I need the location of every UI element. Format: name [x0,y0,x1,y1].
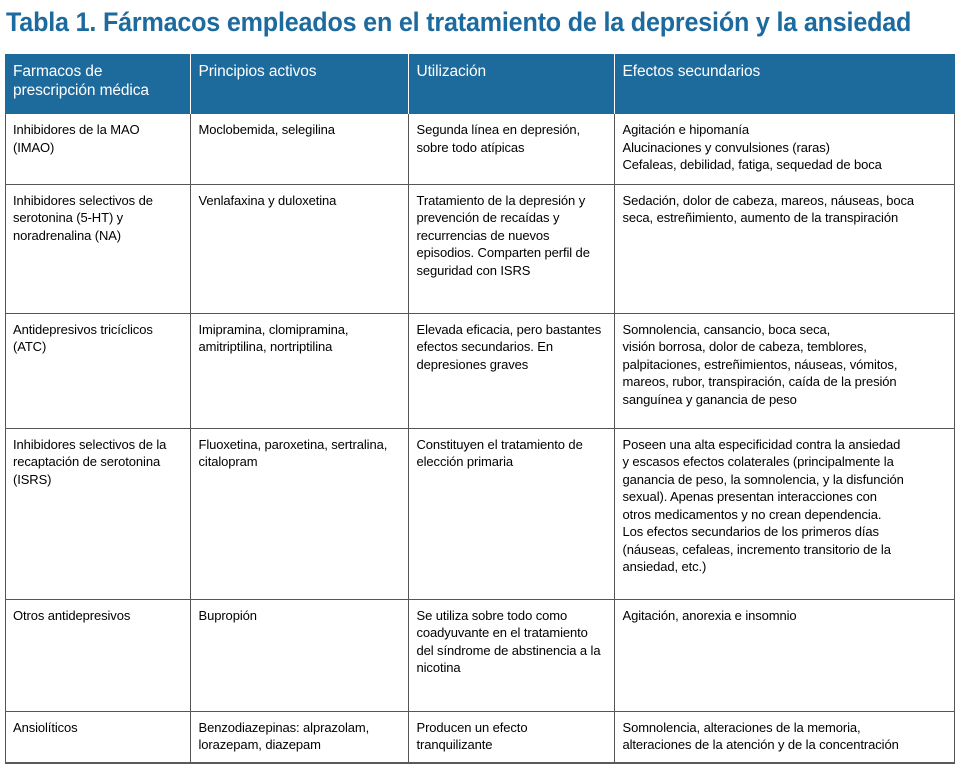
cell-active-ingredients: Bupropión [190,599,408,711]
cell-active-ingredients: Moclobemida, selegilina [190,114,408,184]
drug-table-container [5,54,955,764]
cell-text-line: sexual). Apenas presentan interacciones con [622,489,877,504]
cell-use: Constituyen el tratamiento de elección primaria [408,428,614,599]
cell-text-line: palpitaciones, estreñimientos, náuseas, vómitos, [622,356,898,372]
cell-drug-class: Otros antidepresivos [5,599,190,711]
cell-text-line: seca, estreñimiento, aumento de la transpiración [622,210,899,225]
cell-text-line: ganancia de peso, la somnolencia, y la disfunción [622,471,904,487]
cell-side-effects [614,114,955,184]
cell-use: Elevada eficacia, pero bastantes efectos secundarios. En depresiones graves [408,313,614,428]
cell-use: Tratamiento de la depresión y prevención de recaídas y recurrencias de nuevos episodios. Comparten perfil de seguridad con ISRS [408,184,614,313]
cell-text-line: y escasos efectos colaterales (principalmente la [622,454,894,469]
cell-drug-class: Antidepresivos tricíclicos (ATC) [5,313,190,428]
drug-table [5,54,955,764]
cell-active-ingredients: Imipramina, clomipramina, amitriptilina, nortriptilina [190,313,408,428]
table-row [5,184,955,313]
cell-drug-class: Inhibidores selectivos de serotonina (5-HT) y noradrenalina (NA) [5,184,190,313]
cell-use: Se utiliza sobre todo como coadyuvante en el tratamiento del síndrome de abstinencia a la nicotina [408,599,614,711]
cell-text-line: ansiedad, etc.) [622,559,707,574]
column-header-drug-class-line2: prescripción médica [13,82,149,99]
page-title: Tabla 1. Fármacos empleados en el tratamiento de la depresión y la ansiedad [6,7,912,37]
cell-side-effects [614,599,955,711]
cell-drug-class: Inhibidores de la MAO (IMAO) [5,114,190,184]
table-row [5,313,955,428]
cell-use: Segunda línea en depresión, sobre todo atípicas [408,114,614,184]
cell-text-line: alteraciones de la atención y de la concentración [622,737,899,752]
cell-text-line: Agitación, anorexia e insomnio [622,607,797,623]
cell-text-line: mareos, rubor, transpiración, caída de la presión [622,374,897,389]
cell-text-line: Somnolencia, cansancio, boca seca, [622,321,831,337]
table-row [5,711,955,763]
cell-active-ingredients: Benzodiazepinas: alprazolam, lorazepam, diazepam [190,711,408,763]
cell-text-line: (náuseas, cefaleas, incremento transitorio de la [622,541,891,557]
cell-text-line: Sedación, dolor de cabeza, mareos, náuseas, boca [622,192,915,208]
table-row [5,599,955,711]
cell-text-line: Los efectos secundarios de los primeros días [622,524,879,539]
cell-text-line: visión borrosa, dolor de cabeza, temblores, [622,339,867,354]
cell-text-line: otros medicamentos y no crean dependencia. [622,506,882,522]
cell-active-ingredients: Fluoxetina, paroxetina, sertralina, citalopram [190,428,408,599]
cell-side-effects [614,428,955,599]
table-left-border [5,113,6,762]
table-header [5,54,955,114]
column-header-drug-class [5,54,190,114]
table-header-row [5,54,955,114]
cell-text-line: sanguínea y ganancia de peso [622,391,797,407]
column-header-side-effects: Efectos secundarios [614,54,955,114]
cell-text-line: Somnolencia, alteraciones de la memoria, [622,719,861,735]
cell-text-line: Agitación e hipomanía [622,122,750,137]
cell-drug-class: Inhibidores selectivos de la recaptación de serotonina (ISRS) [5,428,190,599]
cell-side-effects [614,184,955,313]
cell-text-line: Cefaleas, debilidad, fatiga, sequedad de boca [622,157,882,172]
table-row [5,428,955,599]
cell-side-effects [614,313,955,428]
column-header-active-ingredients: Principios activos [190,54,408,114]
cell-text-line: Poseen una alta especificidad contra la ansiedad [622,436,901,452]
cell-use: Producen un efecto tranquilizante [408,711,614,763]
cell-drug-class: Ansiolíticos [5,711,190,763]
cell-side-effects [614,711,955,763]
cell-active-ingredients: Venlafaxina y duloxetina [190,184,408,313]
table-row [5,114,955,184]
cell-text-line: Alucinaciones y convulsiones (raras) [622,139,830,155]
column-header-use: Utilización [408,54,614,114]
table-body [5,114,955,763]
column-header-drug-class-line1: Farmacos de [13,63,103,80]
table-right-border [954,113,955,762]
